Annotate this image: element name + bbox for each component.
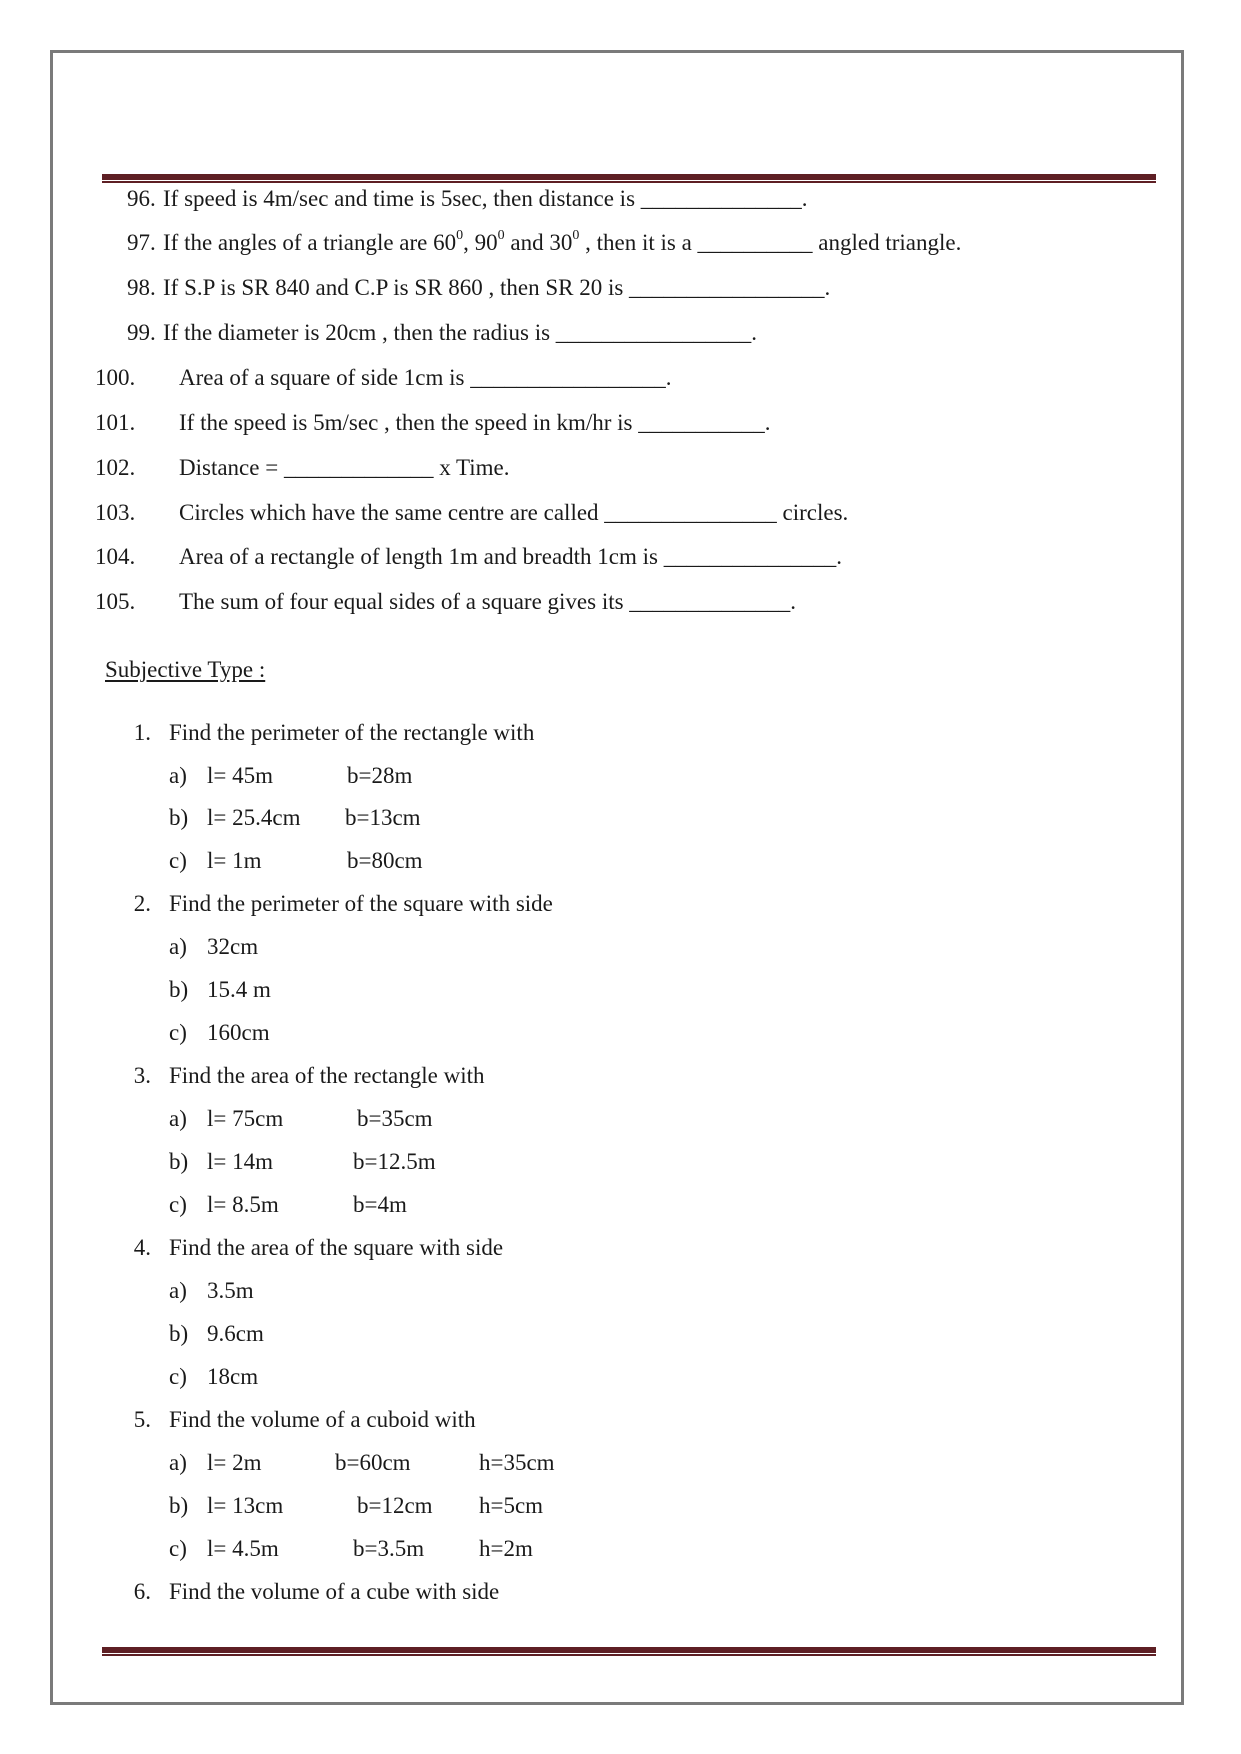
question-text: If the angles of a triangle are $60^0$, $90^0$ and $30^0$ , then it is a __________ angled triangle. xyxy=(163,228,962,255)
degree-superscript: 0 xyxy=(572,228,580,244)
question-number: 1. xyxy=(133,720,151,745)
footer-rule xyxy=(102,1647,1156,1656)
header-rule xyxy=(102,174,1156,183)
question-number: 99. xyxy=(127,320,156,345)
question-number: 100. xyxy=(95,365,136,390)
breadth-value: b=13cm xyxy=(345,805,421,830)
length-value: l= 14m xyxy=(207,1149,274,1174)
question-text: Find the area of the square with side xyxy=(169,1235,504,1260)
length-value: l= 1m xyxy=(207,848,262,873)
length-value: l= 13cm xyxy=(207,1493,284,1518)
sub-item-label: c) xyxy=(169,1020,187,1045)
question-text: Find the volume of a cube with side xyxy=(169,1579,500,1604)
height-value: h=5cm xyxy=(479,1493,544,1518)
question-text: Distance = _____________ x Time. xyxy=(179,455,510,480)
question-number: 3. xyxy=(133,1063,151,1088)
breadth-value: b=4m xyxy=(353,1192,407,1217)
question-text: Find the volume of a cuboid with xyxy=(169,1407,476,1432)
question-text: If the speed is 5m/sec , then the speed in km/hr is ___________. xyxy=(179,410,771,435)
side-value: 18cm xyxy=(207,1364,259,1389)
sub-item-label: a) xyxy=(169,1278,187,1303)
side-value: 9.6cm xyxy=(207,1321,264,1346)
question-number: 98. xyxy=(127,275,156,300)
length-value: l= 8.5m xyxy=(207,1192,279,1217)
breadth-value: b=12cm xyxy=(357,1493,433,1518)
sub-item-label: c) xyxy=(169,1192,187,1217)
question-text: Find the perimeter of the rectangle with xyxy=(169,720,535,745)
question-number: 6. xyxy=(133,1579,151,1604)
question-text: If the diameter is 20cm , then the radius is _________________. xyxy=(163,320,758,345)
question-number: 103. xyxy=(95,500,136,525)
sub-item-label: c) xyxy=(169,1364,187,1389)
question-text: Area of a square of side 1cm is _________________. xyxy=(179,365,672,390)
question-text: Area of a rectangle of length 1m and breadth 1cm is _______________. xyxy=(179,544,842,569)
sub-item-label: a) xyxy=(169,763,187,788)
section-heading: Subjective Type : xyxy=(105,657,266,682)
question-text: If speed is 4m/sec and time is 5sec, then distance is ______________. xyxy=(163,186,808,211)
side-value: 3.5m xyxy=(207,1278,254,1303)
breadth-value: b=12.5m xyxy=(353,1149,436,1174)
question-number: 104. xyxy=(95,544,136,569)
sub-item-label: b) xyxy=(169,1493,189,1518)
header-rule-thin xyxy=(102,181,1156,183)
question-number: 102. xyxy=(95,455,136,480)
length-value: l= 45m xyxy=(207,763,274,788)
sub-item-label: b) xyxy=(169,1321,189,1346)
sub-item-label: b) xyxy=(169,805,189,830)
breadth-value: b=80cm xyxy=(347,848,423,873)
question-number: 4. xyxy=(133,1235,151,1260)
question-text: Find the area of the rectangle with xyxy=(169,1063,485,1088)
question-number: 96. xyxy=(127,186,156,211)
question-number: 2. xyxy=(133,891,151,916)
question-text: The sum of four equal sides of a square gives its ______________. xyxy=(179,589,797,614)
side-value: 32cm xyxy=(207,934,259,959)
length-value: l= 25.4cm xyxy=(207,805,301,830)
question-text: If S.P is SR 840 and C.P is SR 860 , then SR 20 is _________________. xyxy=(163,275,831,300)
header-rule-thick xyxy=(102,174,1156,180)
question-text: Circles which have the same centre are called _______________ circles. xyxy=(179,500,849,525)
length-value: l= 4.5m xyxy=(207,1536,279,1561)
question-number: 101. xyxy=(95,410,136,435)
length-value: l= 75cm xyxy=(207,1106,284,1131)
sub-item-label: c) xyxy=(169,1536,187,1561)
side-value: 15.4 m xyxy=(207,977,271,1002)
side-value: 160cm xyxy=(207,1020,270,1045)
degree-superscript: 0 xyxy=(456,228,464,244)
question-number: 105. xyxy=(95,589,136,614)
question-number: 5. xyxy=(133,1407,151,1432)
sub-item-label: b) xyxy=(169,977,189,1002)
length-value: l= 2m xyxy=(207,1450,262,1475)
question-number: 97. xyxy=(127,230,156,255)
sub-item-label: a) xyxy=(169,934,187,959)
height-value: h=35cm xyxy=(479,1450,555,1475)
breadth-value: b=3.5m xyxy=(353,1536,425,1561)
degree-superscript: 0 xyxy=(497,228,505,244)
sub-item-label: c) xyxy=(169,848,187,873)
breadth-value: b=60cm xyxy=(335,1450,411,1475)
sub-item-label: a) xyxy=(169,1450,187,1475)
breadth-value: b=35cm xyxy=(357,1106,433,1131)
question-text: Find the perimeter of the square with side xyxy=(169,891,553,916)
height-value: h=2m xyxy=(479,1536,533,1561)
breadth-value: b=28m xyxy=(347,763,413,788)
sub-item-label: b) xyxy=(169,1149,189,1174)
sub-item-label: a) xyxy=(169,1106,187,1131)
footer-rule-thick xyxy=(102,1647,1156,1653)
footer-rule-thin xyxy=(102,1654,1156,1656)
